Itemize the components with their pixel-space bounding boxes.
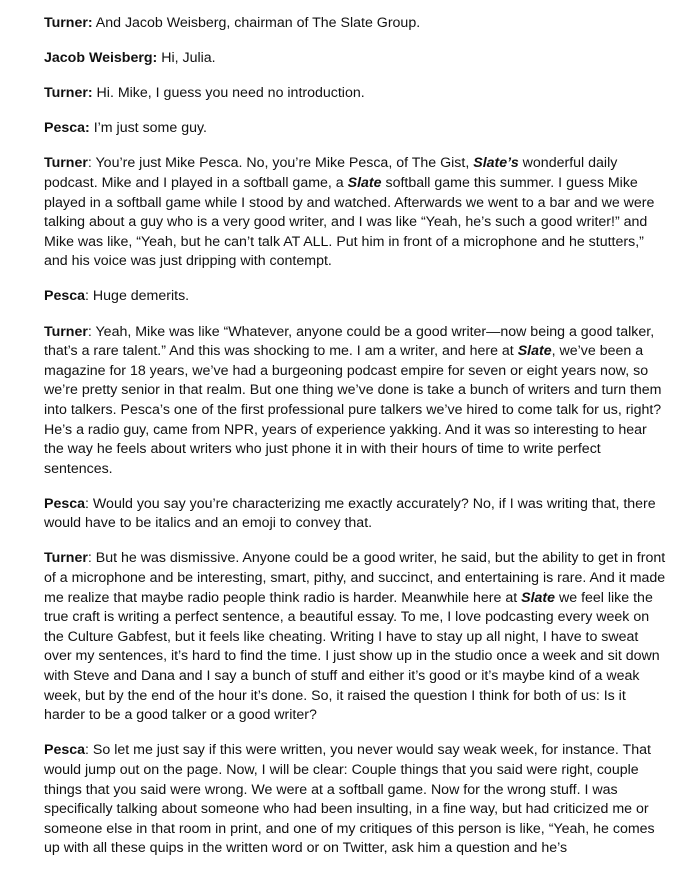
transcript-paragraph — [44, 287, 667, 307]
transcript-paragraph — [44, 323, 667, 480]
utterance-text: : Yeah, Mike was like “Whatever, anyone could be a good writer—now being a good talker, that’s a rare talent.” And this was shocking to me. I am a writer, and here at — [44, 323, 655, 360]
transcript-body — [44, 14, 667, 859]
speaker-name: Turner — [44, 323, 88, 340]
utterance-text: I’m just some guy. — [89, 120, 207, 137]
transcript-paragraph — [44, 84, 667, 104]
speaker-name: Turner — [44, 550, 88, 567]
utterance-text: we feel like the true craft is writing a perfect sentence, a beautiful essay. To me, I love podcasting every week on the Culture Gabfest, but it feels like cheating. Writing I have to stay up all night, I have to sweat over my sentences, it’s hard to find the time. I just show up in the studio once a week and sit down with Steve and Dana and I say a bunch of stuff and either it’s good or it’s maybe kind of a weak week, but by the end of the hour it’s done. So, it raised the question I think for both of us: Is it harder to be a good talker or a good writer? — [44, 589, 660, 724]
transcript-paragraph — [44, 495, 667, 534]
speaker-name: Pesca — [44, 495, 86, 512]
speaker-name: Pesca — [44, 288, 86, 305]
utterance-text: Hi. Mike, I guess you need no introduction. — [92, 85, 365, 102]
utterance-text: : But he was dismissive. Anyone could be a good writer, he said, but the ability to get in front of a microphone and be interesting, smart, pithy, and succinct, and entertaining is rare. And it made me realize that maybe radio people think radio is harder. Meanwhile here at — [44, 550, 666, 606]
transcript-paragraph — [44, 154, 667, 272]
publication-name: Slate — [517, 343, 552, 360]
transcript-paragraph — [44, 119, 667, 139]
transcript-paragraph — [44, 49, 667, 69]
speaker-name: Pesca — [44, 742, 86, 759]
speaker-name: Turner: — [44, 15, 93, 31]
speaker-name: Turner: — [44, 85, 93, 102]
speaker-name: Turner — [44, 155, 88, 172]
speaker-name: Jacob Weisberg: — [44, 50, 158, 67]
transcript-paragraph — [44, 741, 667, 859]
utterance-text: softball game this summer. I guess Mike played in a softball game while I stood by and watched. Afterwards we went to a bar and we were talking about a guy who is a very good writer, and I was like “Yeah, he’s such a good writer!” and Mike was like, “Yeah, but he can’t talk AT ALL. Put him in front of a microphone and he stutters,” and his voice was just dripping with contempt. — [44, 174, 655, 270]
utterance-text: wonderful daily podcast. Mike and I played in a softball game, a — [44, 155, 618, 191]
publication-name: Slate — [521, 589, 556, 606]
utterance-text: : So let me just say if this were written, you never would say weak week, for instance. That would jump out on the page. Now, I will be clear: Couple things that you said were right, couple things that you said were wrong. We were at a softball game. Now for the wrong stuff. I was specifically talking about someone who had been insulting, in a fine way, but had criticized me or someone else in that room in print, and one of my critiques of this person is like, “Yeah, he comes up with all these quips in the written word or on Twitter, ask him a question and he’s — [44, 742, 655, 857]
speaker-name: Pesca: — [44, 120, 90, 137]
publication-name: Slate’s — [473, 155, 519, 172]
publication-name: Slate — [347, 174, 382, 191]
transcript-paragraph — [44, 549, 667, 725]
utterance-text: : Would you say you’re characterizing me exactly accurately? No, if I was writing that, there would have to be italics and an emoji to convey that. — [44, 495, 656, 532]
transcript-paragraph — [44, 14, 667, 34]
utterance-text: , we’ve been a magazine for 18 years, we’ve had a burgeoning podcast empire for seven or eight years now, so we’re pretty senior in that realm. But one thing we’ve done is take a bunch of writers and turn them into talkers. Pesca’s one of the first professional pure talkers we’ve hired to come talk for us, right? He’s a radio guy, came from NPR, years of experience yakking. And it was so interesting to hear the way he feels about writers who just phone it in with their hours of time to write perfect sentences. — [44, 343, 662, 477]
utterance-text: : You’re just Mike Pesca. No, you’re Mike Pesca, of The Gist, — [87, 155, 474, 172]
utterance-text: Hi, Julia. — [157, 50, 216, 67]
utterance-text: And Jacob Weisberg, chairman of The Slate Group. — [92, 15, 421, 31]
utterance-text: : Huge demerits. — [85, 288, 190, 305]
